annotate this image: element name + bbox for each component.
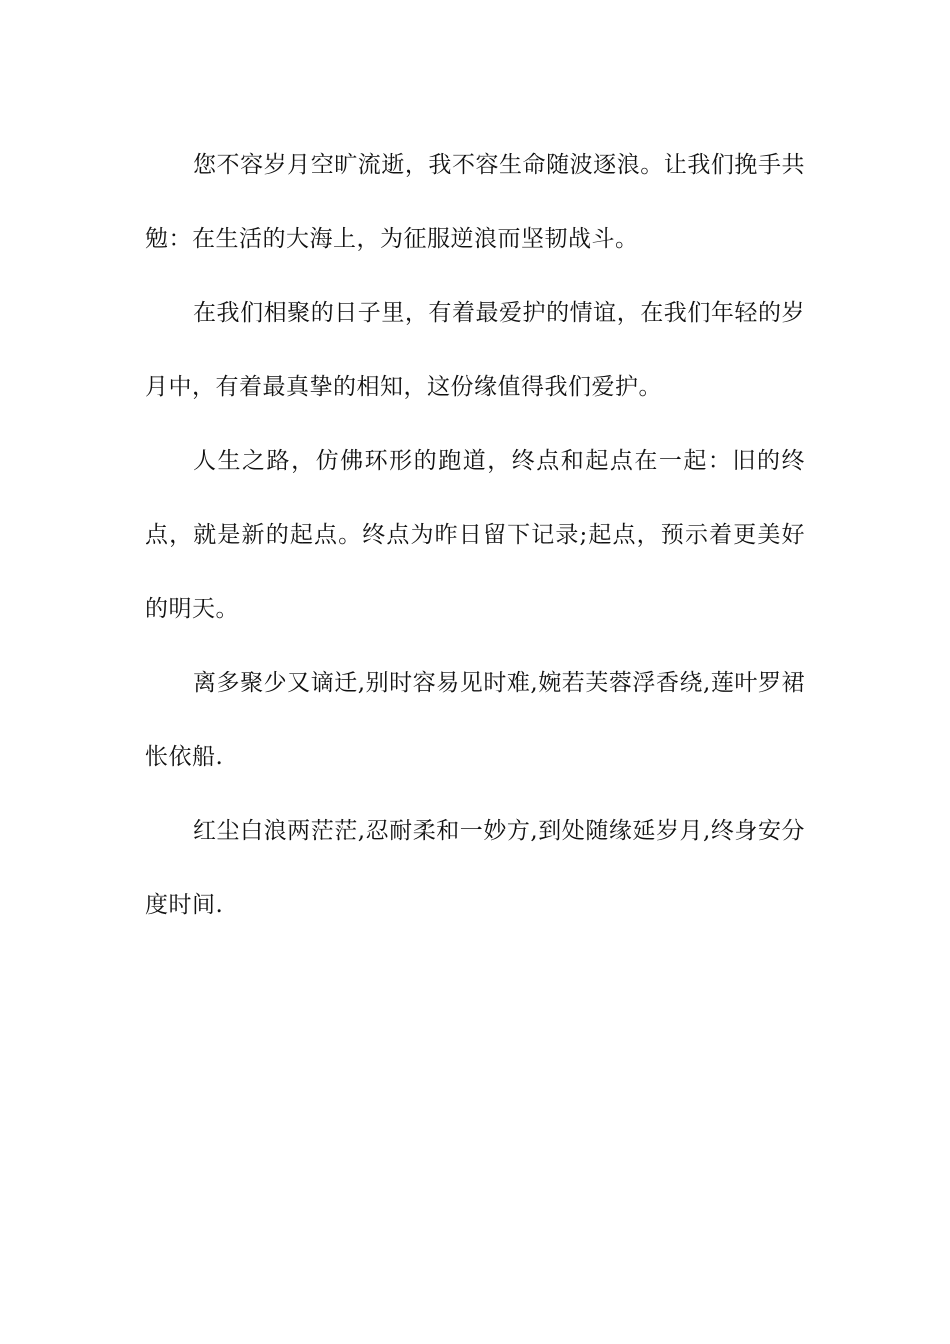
paragraph-3: 人生之路，仿佛环形的跑道，终点和起点在一起：旧的终点，就是新的起点。终点为昨日留下记录;起点，预示着更美好的明天。: [145, 448, 805, 622]
paragraph-5: 红尘白浪两茫茫,忍耐柔和一妙方,到处随缘延岁月,终身安分度时间.: [145, 818, 805, 918]
paragraph-4: 离多聚少又谪迁,别时容易见时难,婉若芙蓉浮香绕,莲叶罗裙怅依船.: [145, 670, 805, 770]
paragraph-1: 您不容岁月空旷流逝，我不容生命随波逐浪。让我们挽手共勉：在生活的大海上，为征服逆浪而坚韧战斗。: [145, 152, 805, 252]
document-body: [145, 128, 805, 942]
paragraph-2: 在我们相聚的日子里，有着最爱护的情谊，在我们年轻的岁月中，有着最真挚的相知，这份缘值得我们爱护。: [145, 300, 805, 400]
